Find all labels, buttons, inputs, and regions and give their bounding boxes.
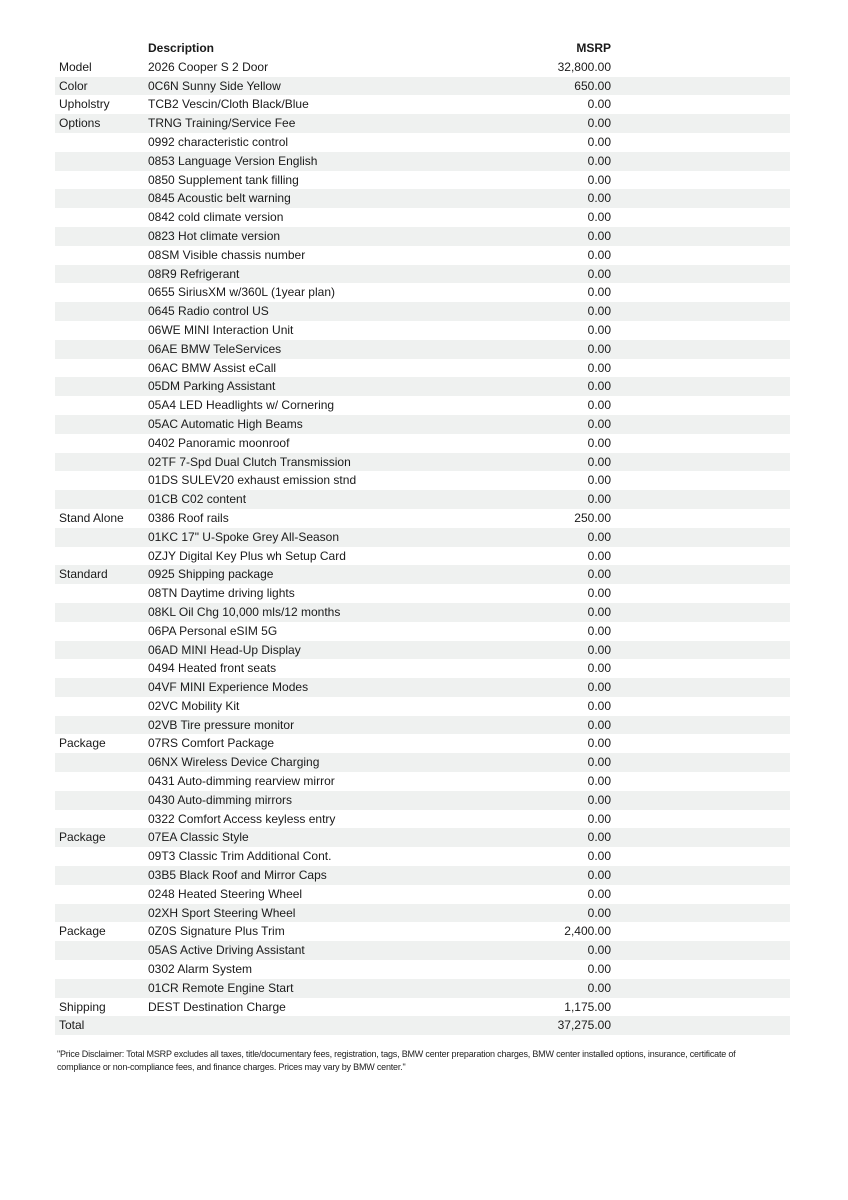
- row-description: 0853 Language Version English: [148, 153, 318, 168]
- row-msrp: 0.00: [587, 868, 611, 883]
- row-description: 05AS Active Driving Assistant: [148, 943, 305, 958]
- table-row: [55, 979, 790, 998]
- row-category: [55, 791, 148, 810]
- row-category: [55, 904, 148, 923]
- row-description: 0402 Panoramic moonroof: [148, 435, 290, 450]
- row-category: [55, 960, 148, 979]
- row-spacer: [611, 998, 790, 1017]
- row-category: [55, 265, 148, 284]
- row-category: [55, 377, 148, 396]
- row-category: [55, 678, 148, 697]
- table-row: [55, 302, 790, 321]
- row-category: [55, 434, 148, 453]
- table-row: [55, 565, 790, 584]
- row-msrp: 0.00: [587, 849, 611, 864]
- row-spacer: [611, 904, 790, 923]
- row-description: 0322 Comfort Access keyless entry: [148, 811, 336, 826]
- table-row: [55, 753, 790, 772]
- table-row: [55, 208, 790, 227]
- row-category: [55, 283, 148, 302]
- row-spacer: [611, 716, 790, 735]
- table-row: [55, 265, 790, 284]
- row-category: [55, 603, 148, 622]
- row-spacer: [611, 584, 790, 603]
- table-row: [55, 1016, 790, 1035]
- table-row: [55, 922, 790, 941]
- row-spacer: [611, 772, 790, 791]
- table-header-row: [55, 39, 790, 58]
- row-spacer: [611, 189, 790, 208]
- table-row: [55, 584, 790, 603]
- row-category: [55, 659, 148, 678]
- row-msrp: 0.00: [587, 811, 611, 826]
- row-category: Stand Alone: [59, 510, 124, 525]
- table-row: [55, 716, 790, 735]
- row-spacer: [611, 434, 790, 453]
- row-spacer: [611, 641, 790, 660]
- table-row: [55, 453, 790, 472]
- row-category: [55, 208, 148, 227]
- table-row: [55, 998, 790, 1017]
- row-msrp: 0.00: [587, 529, 611, 544]
- row-spacer: [611, 979, 790, 998]
- row-spacer: [611, 453, 790, 472]
- row-description: 0645 Radio control US: [148, 304, 269, 319]
- row-spacer: [611, 396, 790, 415]
- row-spacer: [611, 133, 790, 152]
- row-category: [55, 340, 148, 359]
- row-msrp: 0.00: [587, 962, 611, 977]
- table-row: [55, 772, 790, 791]
- row-description: 04VF MINI Experience Modes: [148, 680, 309, 695]
- row-msrp: 0.00: [587, 435, 611, 450]
- row-spacer: [611, 866, 790, 885]
- row-msrp: 37,275.00: [557, 1018, 611, 1033]
- row-category: [55, 471, 148, 490]
- row-spacer: [611, 321, 790, 340]
- row-category: Shipping: [59, 999, 106, 1014]
- row-description: 0992 characteristic control: [148, 134, 289, 149]
- table-row: [55, 904, 790, 923]
- row-category: [55, 641, 148, 660]
- row-category: [55, 547, 148, 566]
- row-msrp: 0.00: [587, 492, 611, 507]
- row-spacer: [611, 922, 790, 941]
- row-description: 07RS Comfort Package: [148, 736, 275, 751]
- row-category: [55, 490, 148, 509]
- row-category: Package: [59, 924, 106, 939]
- row-spacer: [611, 603, 790, 622]
- row-msrp: 0.00: [587, 97, 611, 112]
- row-description: 02XH Sport Steering Wheel: [148, 905, 296, 920]
- row-spacer: [611, 77, 790, 96]
- row-description: 09T3 Classic Trim Additional Cont.: [148, 849, 332, 864]
- row-description: 0494 Heated front seats: [148, 661, 277, 676]
- row-description: 01CR Remote Engine Start: [148, 980, 294, 995]
- row-spacer: [611, 547, 790, 566]
- row-msrp: 250.00: [574, 510, 611, 525]
- row-msrp: 0.00: [587, 454, 611, 469]
- row-description: 0845 Acoustic belt warning: [148, 191, 291, 206]
- row-category: [55, 866, 148, 885]
- row-msrp: 0.00: [587, 717, 611, 732]
- row-description: 02VC Mobility Kit: [148, 698, 240, 713]
- row-msrp: 0.00: [587, 304, 611, 319]
- row-description: 03B5 Black Roof and Mirror Caps: [148, 868, 327, 883]
- table-row: [55, 641, 790, 660]
- row-description: 0850 Supplement tank filling: [148, 172, 299, 187]
- table-row: [55, 95, 790, 114]
- row-msrp: 0.00: [587, 398, 611, 413]
- table-row: [55, 941, 790, 960]
- table-row: [55, 828, 790, 847]
- row-msrp: 0.00: [587, 586, 611, 601]
- row-description: 01DS SULEV20 exhaust emission stnd: [148, 473, 357, 488]
- row-category: [55, 697, 148, 716]
- row-category: [55, 810, 148, 829]
- row-description: 0823 Hot climate version: [148, 228, 281, 243]
- row-msrp: 0.00: [587, 360, 611, 375]
- row-msrp: 0.00: [587, 116, 611, 131]
- row-description: 0248 Heated Steering Wheel: [148, 886, 303, 901]
- row-category: [55, 716, 148, 735]
- row-description: 06AD MINI Head-Up Display: [148, 642, 301, 657]
- row-category: [55, 941, 148, 960]
- row-spacer: [611, 359, 790, 378]
- row-msrp: 0.00: [587, 642, 611, 657]
- row-msrp: 0.00: [587, 416, 611, 431]
- row-msrp: 0.00: [587, 698, 611, 713]
- row-description: 08R9 Refrigerant: [148, 266, 240, 281]
- row-spacer: [611, 302, 790, 321]
- row-description: 08KL Oil Chg 10,000 mls/12 months: [148, 604, 341, 619]
- table-row: [55, 791, 790, 810]
- row-spacer: [611, 528, 790, 547]
- row-spacer: [611, 885, 790, 904]
- row-description: 06AE BMW TeleServices: [148, 341, 282, 356]
- table-row: [55, 434, 790, 453]
- row-category: Standard: [59, 567, 108, 582]
- row-msrp: 0.00: [587, 266, 611, 281]
- header-category: [55, 39, 148, 58]
- header-description: Description: [148, 41, 215, 55]
- row-category: [55, 885, 148, 904]
- row-category: Options: [59, 116, 101, 131]
- row-category: [55, 189, 148, 208]
- row-category: [55, 321, 148, 340]
- row-spacer: [611, 678, 790, 697]
- row-spacer: [611, 95, 790, 114]
- row-category: [55, 772, 148, 791]
- row-description: 06NX Wireless Device Charging: [148, 755, 320, 770]
- row-category: Package: [59, 736, 106, 751]
- row-description: 0386 Roof rails: [148, 510, 229, 525]
- table-row: [55, 133, 790, 152]
- row-description: 08SM Visible chassis number: [148, 247, 306, 262]
- row-description: 0302 Alarm System: [148, 962, 253, 977]
- row-msrp: 0.00: [587, 285, 611, 300]
- price-disclaimer: "Price Disclaimer: Total MSRP excludes all taxes, title/documentary fees, registration, tags, BMW center preparation charges, BMW center installed options, insurance, certificate of compliance or non-compliance fees, and finance charges. Prices may vary by BMW center.": [57, 1049, 736, 1072]
- table-row: [55, 509, 790, 528]
- table-row: [55, 490, 790, 509]
- row-description: 0655 SiriusXM w/360L (1year plan): [148, 285, 335, 300]
- pricing-table: [55, 39, 790, 1035]
- row-spacer: [611, 1016, 790, 1035]
- row-description: TCB2 Vescin/Cloth Black/Blue: [148, 97, 309, 112]
- row-spacer: [611, 377, 790, 396]
- row-msrp: 0.00: [587, 567, 611, 582]
- table-row: [55, 152, 790, 171]
- row-spacer: [611, 340, 790, 359]
- table-row: [55, 622, 790, 641]
- table-row: [55, 810, 790, 829]
- row-description: 06PA Personal eSIM 5G: [148, 623, 278, 638]
- row-msrp: 2,400.00: [564, 924, 611, 939]
- row-description: DEST Destination Charge: [148, 999, 286, 1014]
- row-description: 08TN Daytime driving lights: [148, 586, 295, 601]
- row-msrp: 0.00: [587, 680, 611, 695]
- row-category: Upholstry: [59, 97, 110, 112]
- row-msrp: 650.00: [574, 78, 611, 93]
- table-row: [55, 396, 790, 415]
- row-category: [55, 584, 148, 603]
- row-msrp: 0.00: [587, 379, 611, 394]
- row-msrp: 0.00: [587, 980, 611, 995]
- row-spacer: [611, 246, 790, 265]
- row-spacer: [611, 58, 790, 77]
- table-row: [55, 866, 790, 885]
- row-description: 0925 Shipping package: [148, 567, 274, 582]
- row-spacer: [611, 847, 790, 866]
- table-row: [55, 885, 790, 904]
- row-category: Package: [59, 830, 106, 845]
- table-row: [55, 659, 790, 678]
- table-row: [55, 547, 790, 566]
- row-category: [55, 171, 148, 190]
- row-description: 02TF 7-Spd Dual Clutch Transmission: [148, 454, 351, 469]
- row-description: [148, 1016, 431, 1035]
- table-row: [55, 603, 790, 622]
- row-spacer: [611, 941, 790, 960]
- row-category: [55, 302, 148, 321]
- table-row: [55, 58, 790, 77]
- row-spacer: [611, 171, 790, 190]
- table-row: [55, 697, 790, 716]
- row-spacer: [611, 265, 790, 284]
- row-description: 07EA Classic Style: [148, 830, 249, 845]
- row-category: Color: [59, 78, 88, 93]
- row-msrp: 0.00: [587, 341, 611, 356]
- row-msrp: 0.00: [587, 905, 611, 920]
- row-description: 0431 Auto-dimming rearview mirror: [148, 774, 335, 789]
- row-category: [55, 753, 148, 772]
- row-msrp: 0.00: [587, 661, 611, 676]
- row-msrp: 0.00: [587, 247, 611, 262]
- row-spacer: [611, 622, 790, 641]
- row-description: 0430 Auto-dimming mirrors: [148, 792, 293, 807]
- row-spacer: [611, 415, 790, 434]
- row-msrp: 0.00: [587, 153, 611, 168]
- table-row: [55, 321, 790, 340]
- table-row: [55, 171, 790, 190]
- row-spacer: [611, 208, 790, 227]
- row-category: [55, 622, 148, 641]
- row-msrp: 0.00: [587, 755, 611, 770]
- table-row: [55, 415, 790, 434]
- row-msrp: 0.00: [587, 774, 611, 789]
- row-msrp: 0.00: [587, 604, 611, 619]
- table-row: [55, 227, 790, 246]
- row-category: [55, 396, 148, 415]
- row-msrp: 0.00: [587, 210, 611, 225]
- row-msrp: 1,175.00: [564, 999, 611, 1014]
- row-spacer: [611, 114, 790, 133]
- row-spacer: [611, 152, 790, 171]
- row-msrp: 0.00: [587, 473, 611, 488]
- row-msrp: 0.00: [587, 886, 611, 901]
- row-description: 01CB C02 content: [148, 492, 247, 507]
- row-description: 06WE MINI Interaction Unit: [148, 322, 294, 337]
- row-description: 0ZJY Digital Key Plus wh Setup Card: [148, 548, 346, 563]
- row-description: 0842 cold climate version: [148, 210, 284, 225]
- row-category: [55, 979, 148, 998]
- row-description: 0C6N Sunny Side Yellow: [148, 78, 281, 93]
- row-spacer: [611, 509, 790, 528]
- table-row: [55, 847, 790, 866]
- header-msrp: MSRP: [576, 41, 611, 55]
- row-spacer: [611, 734, 790, 753]
- table-row: [55, 246, 790, 265]
- row-category: [55, 359, 148, 378]
- row-msrp: 0.00: [587, 134, 611, 149]
- row-description: 01KC 17" U-Spoke Grey All-Season: [148, 529, 340, 544]
- row-msrp: 0.00: [587, 191, 611, 206]
- row-msrp: 0.00: [587, 172, 611, 187]
- row-msrp: 0.00: [587, 792, 611, 807]
- table-row: [55, 471, 790, 490]
- row-category: [55, 453, 148, 472]
- row-spacer: [611, 960, 790, 979]
- row-msrp: 0.00: [587, 322, 611, 337]
- row-spacer: [611, 565, 790, 584]
- row-category: [55, 246, 148, 265]
- row-category: [55, 227, 148, 246]
- row-category: [55, 152, 148, 171]
- table-row: [55, 377, 790, 396]
- table-row: [55, 283, 790, 302]
- row-spacer: [611, 659, 790, 678]
- table-row: [55, 734, 790, 753]
- row-description: 0Z0S Signature Plus Trim: [148, 924, 285, 939]
- row-spacer: [611, 471, 790, 490]
- row-category: Model: [59, 59, 92, 74]
- row-spacer: [611, 490, 790, 509]
- header-spacer: [611, 39, 790, 58]
- row-category: Total: [59, 1018, 85, 1033]
- row-spacer: [611, 791, 790, 810]
- row-msrp: 0.00: [587, 623, 611, 638]
- row-msrp: 0.00: [587, 228, 611, 243]
- row-description: TRNG Training/Service Fee: [148, 116, 296, 131]
- row-msrp: 0.00: [587, 943, 611, 958]
- table-row: [55, 678, 790, 697]
- row-spacer: [611, 227, 790, 246]
- table-row: [55, 528, 790, 547]
- row-msrp: 0.00: [587, 736, 611, 751]
- row-description: 2026 Cooper S 2 Door: [148, 59, 269, 74]
- row-spacer: [611, 828, 790, 847]
- row-spacer: [611, 753, 790, 772]
- table-row: [55, 960, 790, 979]
- table-row: [55, 340, 790, 359]
- row-description: 05AC Automatic High Beams: [148, 416, 303, 431]
- row-category: [55, 133, 148, 152]
- row-category: [55, 528, 148, 547]
- table-row: [55, 114, 790, 133]
- row-category: [55, 415, 148, 434]
- row-description: 06AC BMW Assist eCall: [148, 360, 277, 375]
- row-description: 05DM Parking Assistant: [148, 379, 276, 394]
- row-description: 05A4 LED Headlights w/ Cornering: [148, 398, 335, 413]
- table-row: [55, 359, 790, 378]
- table-row: [55, 189, 790, 208]
- row-msrp: 32,800.00: [557, 59, 611, 74]
- row-spacer: [611, 697, 790, 716]
- table-row: [55, 77, 790, 96]
- row-msrp: 0.00: [587, 830, 611, 845]
- row-category: [55, 847, 148, 866]
- row-msrp: 0.00: [587, 548, 611, 563]
- row-spacer: [611, 810, 790, 829]
- row-description: 02VB Tire pressure monitor: [148, 717, 295, 732]
- row-spacer: [611, 283, 790, 302]
- table-body: [55, 58, 790, 1035]
